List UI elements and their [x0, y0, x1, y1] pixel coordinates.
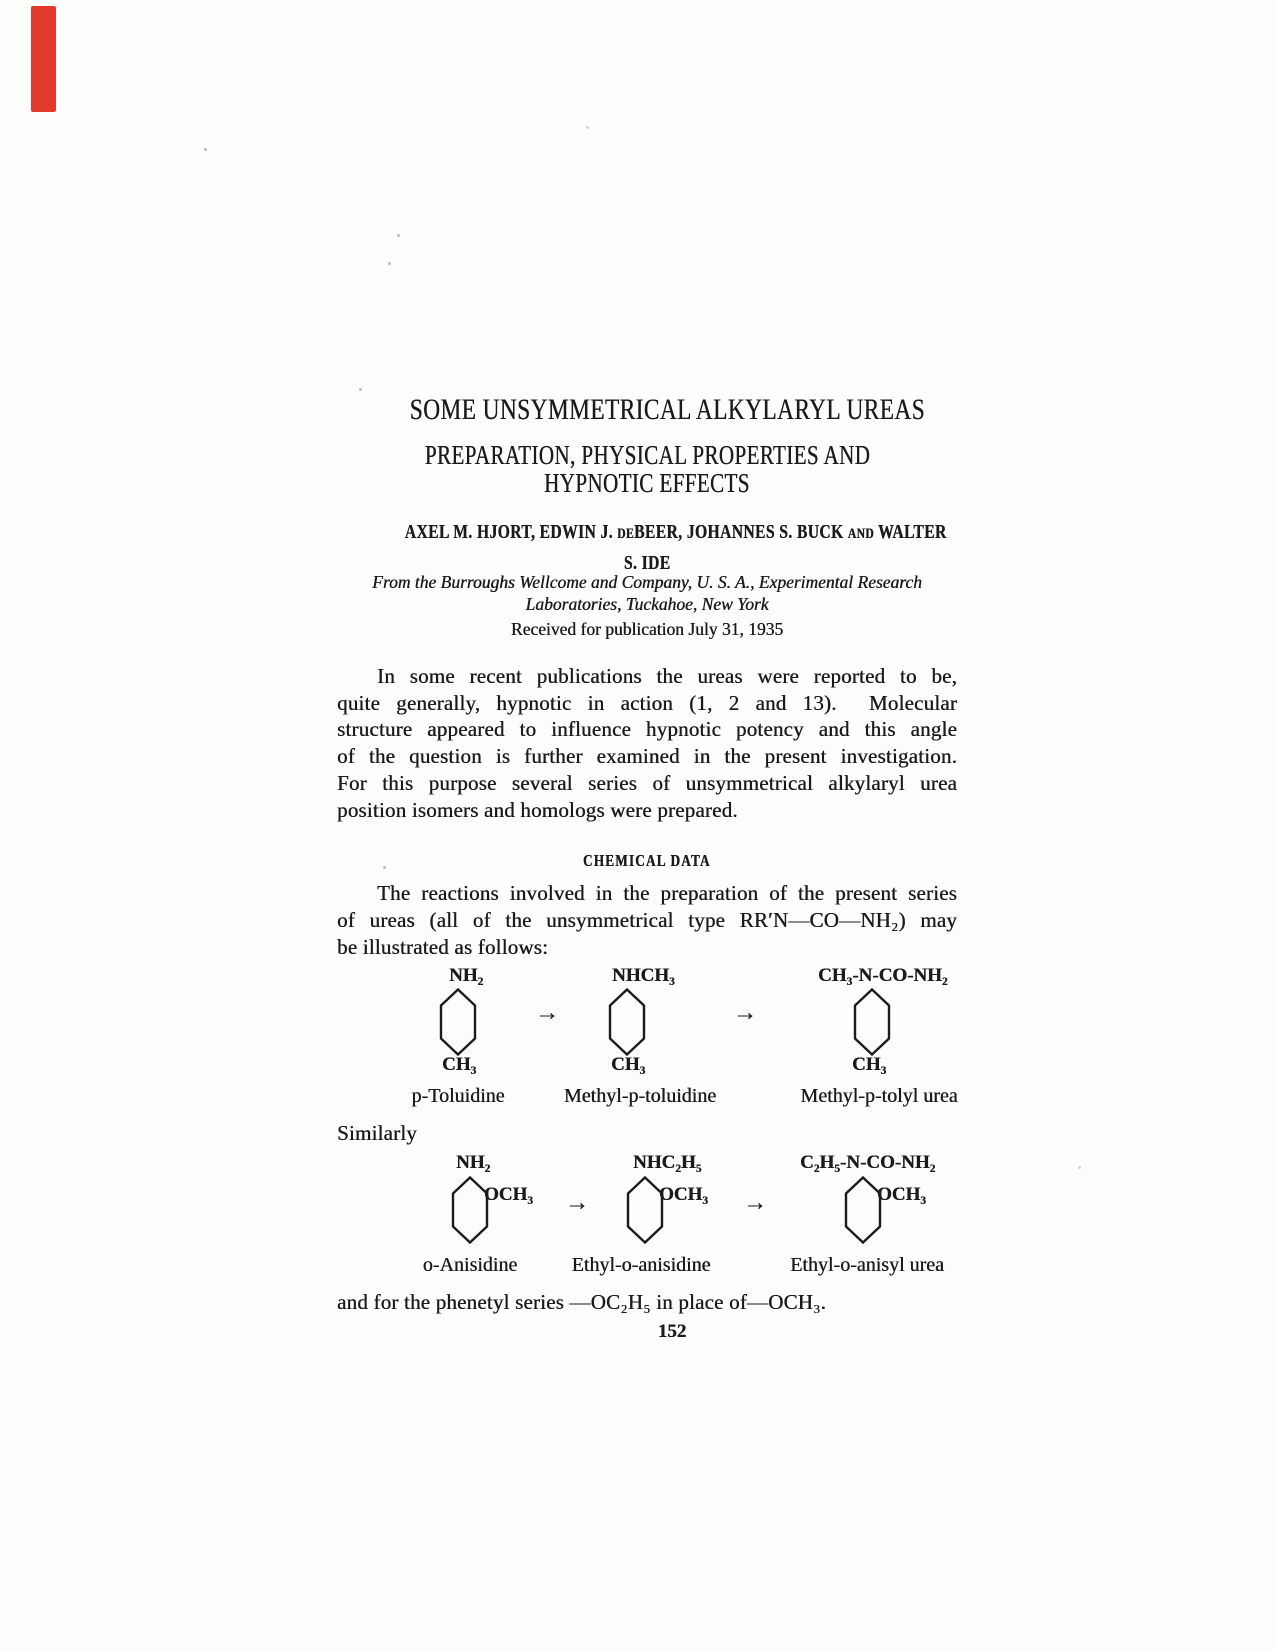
- paragraph-line: of the question is further examined in the present investigation.: [337, 744, 957, 769]
- scan-speck: [359, 388, 362, 391]
- authors-part-2: BEER, JOHANNES S. BUCK: [634, 522, 848, 543]
- reaction-arrow-icon: →: [733, 1000, 757, 1026]
- paragraph-line: be illustrated as follows:: [337, 935, 549, 959]
- formula-bottom: CH₃: [611, 1054, 646, 1075]
- formula-side: OCH₃: [484, 1184, 533, 1205]
- affiliation-line-1: From the Burroughs Wellcome and Company, U. S. A., Experimental Research: [372, 572, 922, 592]
- benzene-ring: [853, 988, 891, 1056]
- authors-part-3: WALTER: [873, 522, 947, 543]
- intro-paragraph: [337, 663, 957, 823]
- compound-name: o-Anisidine: [422, 1254, 518, 1276]
- red-margin-mark: [31, 6, 56, 112]
- received-line: Received for publication July 31, 1935: [510, 619, 784, 639]
- paragraph-line: For this purpose several series of unsymmetrical alkylaryl urea: [337, 770, 957, 795]
- section-heading-text: CHEMICAL DATA: [583, 851, 711, 870]
- page-number: 152: [657, 1321, 687, 1342]
- paragraph-line: quite generally, hypnotic in action (1, 2 and 13). Molecular: [337, 690, 957, 715]
- similarly-text: Similarly: [337, 1121, 417, 1145]
- authors-line: [337, 518, 957, 578]
- compound-name: Ethyl-o-anisyl urea: [790, 1254, 944, 1276]
- scan-speck: [1078, 1166, 1081, 1169]
- formula-top: NH₂: [449, 965, 484, 986]
- scan-speck: [586, 126, 589, 129]
- closing-line: and for the phenetyl series —OC₂H₅ in place of—OCH₃.: [337, 1290, 827, 1314]
- benzene-ring: [439, 988, 477, 1056]
- compound-name: Ethyl-o-anisidine: [571, 1254, 711, 1276]
- section-heading: [337, 851, 957, 871]
- paragraph-line: In some recent publications the ureas were reported to be,: [377, 664, 957, 688]
- section-paragraph: [337, 880, 957, 961]
- paragraph-line: of ureas (all of the unsymmetrical type RR′N—CO—NH₂) may: [337, 908, 957, 932]
- scan-speck: [388, 262, 391, 265]
- reaction-arrow-icon: →: [743, 1190, 767, 1216]
- formula-side: OCH₃: [659, 1184, 708, 1205]
- subtitle-line-2: HYPNOTIC EFFECTS: [544, 468, 750, 498]
- paragraph-line: structure appeared to influence hypnotic potency and this angle: [337, 717, 957, 742]
- authors-smallcaps-and: AND: [847, 526, 874, 542]
- formula-bottom: CH₃: [852, 1054, 887, 1075]
- subtitle-line-1: PREPARATION, PHYSICAL PROPERTIES AND: [424, 440, 870, 470]
- affiliation: [337, 572, 957, 615]
- formula-top: NHC₂H₅: [633, 1152, 702, 1173]
- paragraph-line: The reactions involved in the preparation of the present series: [377, 881, 957, 905]
- authors-line-2: S. IDE: [623, 553, 671, 574]
- benzene-ring: [608, 988, 646, 1056]
- formula-top: NHCH₃: [612, 965, 675, 986]
- reaction-arrow-icon: →: [535, 1000, 559, 1026]
- formula-side: OCH₃: [877, 1184, 926, 1205]
- paper-title-text: SOME UNSYMMETRICAL ALKYLARYL UREAS: [409, 393, 925, 426]
- formula-top: NH₂: [456, 1152, 491, 1173]
- reaction-arrow-icon: →: [565, 1190, 589, 1216]
- compound-name: Methyl-p-toluidine: [563, 1085, 717, 1107]
- formula-bottom: CH₃: [442, 1054, 477, 1075]
- paper-subtitle: [337, 441, 957, 497]
- paper-title: [337, 393, 957, 427]
- compound-name: Methyl-p-tolyl urea: [800, 1085, 958, 1107]
- authors-part-1: AXEL M. HJORT, EDWIN J.: [404, 522, 618, 543]
- scan-speck: [204, 148, 207, 151]
- formula-top: CH₃-N-CO-NH₂: [818, 965, 948, 986]
- paragraph-line: position isomers and homologs were prepared.: [337, 797, 738, 822]
- compound-name: p-Toluidine: [411, 1085, 505, 1107]
- scan-speck: [397, 234, 400, 237]
- formula-top: C₂H₅-N-CO-NH₂: [800, 1152, 936, 1173]
- authors-smallcaps-de: DE: [617, 526, 635, 542]
- affiliation-line-2: Laboratories, Tuckahoe, New York: [525, 593, 769, 614]
